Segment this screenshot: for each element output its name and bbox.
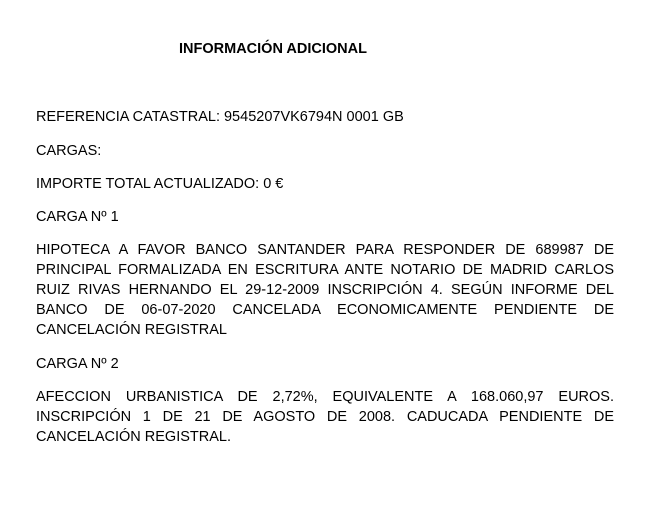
document-title: INFORMACIÓN ADICIONAL <box>179 41 367 57</box>
charge-2-heading: CARGA Nº 2 <box>36 356 119 372</box>
cadastral-reference: REFERENCIA CATASTRAL: 9545207VK6794N 0001 GB <box>36 109 404 125</box>
charge-1-text: HIPOTECA A FAVOR BANCO SANTANDER PARA RESPONDER DE 689987 DE PRINCIPAL FORMALIZADA EN ESCRITURA ANTE NOTARIO DE MADRID CARLOS RUIZ RIVAS HERNANDO EL 29-12-2009 INSCRIPCIÓN 4. SEGÚN INFORME DEL BANCO DE 06-07-2020 CANCELADA ECONOMICAMENTE PENDIENTE DE CANCELACIÓN REGISTRAL <box>36 242 614 338</box>
total-amount: IMPORTE TOTAL ACTUALIZADO: 0 € <box>36 176 284 192</box>
charge-1-heading: CARGA Nº 1 <box>36 209 119 225</box>
charges-label: CARGAS: <box>36 143 102 159</box>
charge-2-text: AFECCION URBANISTICA DE 2,72%, EQUIVALENTE A 168.060,97 EUROS. INSCRIPCIÓN 1 DE 21 DE AGOSTO DE 2008. CADUCADA PENDIENTE DE CANCELACIÓN REGISTRAL. <box>36 389 614 445</box>
